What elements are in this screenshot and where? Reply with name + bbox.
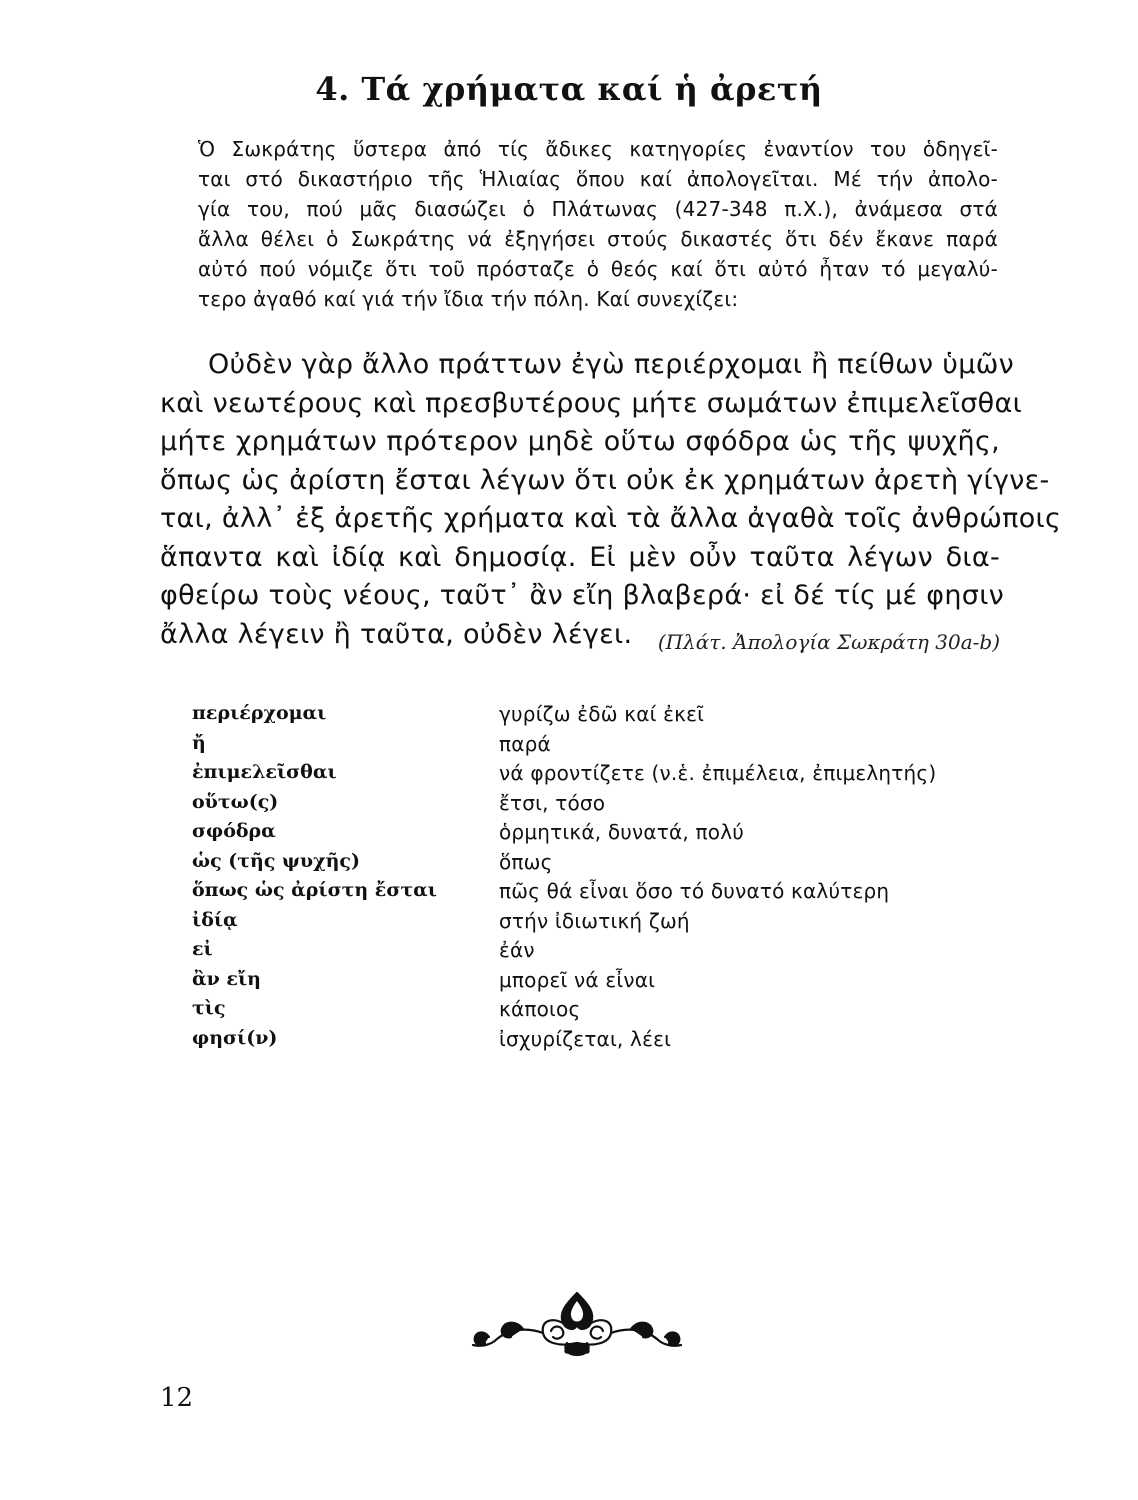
glossary-term: φησί(ν) [192, 1026, 278, 1049]
quote-line: καὶ νεωτέρους καὶ πρεσβυτέρους μήτε σωμάτων ἐπιμελεῖσθαι [160, 387, 1022, 419]
page-number: 12 [160, 1383, 194, 1413]
intro-line: τερο ἀγαθό καί γιά τήν ἴδια τήν πόλη. Καί συνεχίζει: [198, 287, 739, 311]
glossary-term: ὡς (τῆς ψυχῆς) [192, 849, 360, 872]
glossary-term: σφόδρα [192, 820, 276, 842]
quote-line: μήτε χρημάτων πρότερον μηδὲ οὕτω σφόδρα ὡς τῆς ψυχῆς, [160, 426, 1000, 457]
glossary-row [192, 879, 1012, 909]
intro-line: ἄλλα θέλει ὁ Σωκράτης νά ἐξηγήσει στούς δικαστές ὅτι δέν ἔκανε παρά [198, 227, 998, 251]
glossary-definition: κάποιος [499, 997, 581, 1021]
glossary-term: ἂν εἴη [192, 967, 261, 990]
intro-line: γία του, πού μᾶς διασώζει ὁ Πλάτωνας (427-348 π.Χ.), ἀνάμεσα στά [198, 197, 998, 221]
intro-line: ται στό δικαστήριο τῆς Ἡλιαίας ὅπου καί ἀπολογεῖται. Μέ τήν ἀπολο- [198, 167, 998, 191]
quote-source: (Πλάτ. Ἀπολογία Σωκράτη 30a-b) [657, 630, 1000, 654]
glossary-definition: μπορεῖ νά εἶναι [499, 967, 656, 992]
glossary-row [192, 909, 1012, 939]
glossary-term: ὅπως ὡς ἀρίστη ἔσται [192, 879, 437, 901]
quote-line: ἅπαντα καὶ ἰδίᾳ καὶ δημοσίᾳ. Εἰ μὲν οὖν ταῦτα λέγων δια- [160, 541, 1000, 573]
floral-ornament-icon [467, 1287, 687, 1359]
quote-line: ται, ἀλλ᾽ ἐξ ἀρετῆς χρήματα καὶ τὰ ἄλλα ἀγαθὰ τοῖς ἀνθρώποις [160, 503, 1062, 534]
glossary-term: περιέρχομαι [192, 702, 327, 724]
glossary-row [192, 702, 1012, 732]
glossary-term: ἐπιμελεῖσθαι [192, 761, 337, 783]
glossary-row [192, 732, 1012, 762]
glossary-row [192, 968, 1012, 998]
glossary-definition: ὁρμητικά, δυνατά, πολύ [499, 820, 745, 844]
intro-line: αὐτό πού νόμιζε ὅτι τοῦ πρόσταζε ὁ θεός καί ὅτι αὐτό ἦταν τό μεγαλύ- [198, 257, 998, 281]
glossary-term: ἰδίᾳ [192, 908, 238, 931]
quote-line: ὅπως ὡς ἀρίστη ἔσται λέγων ὅτι οὐκ ἐκ χρημάτων ἀρετὴ γίγνε- [160, 464, 1050, 496]
glossary-row [192, 938, 1012, 968]
chapter-title: 4. Τά χρήματα καί ἡ ἀρετή [315, 70, 823, 108]
glossary-term: οὕτω(ς) [192, 790, 279, 813]
glossary-row [192, 997, 1012, 1027]
quote-line: ἄλλα λέγειν ἢ ταῦτα, οὐδὲν λέγει. [160, 618, 633, 650]
glossary-definition: ἔτσι, τόσο [499, 790, 606, 815]
intro-paragraph [198, 134, 998, 314]
glossary-definition: πῶς θά εἶναι ὅσο τό δυνατό καλύτερη [499, 879, 890, 903]
glossary-definition: ἐάν [499, 938, 535, 962]
quote-line: φθείρω τοὺς νέους, ταῦτ᾽ ἂν εἴη βλαβερά· εἰ δέ τίς μέ φησιν [160, 580, 1005, 611]
glossary-term: ἤ [192, 731, 206, 754]
glossary-definition: γυρίζω ἐδῶ καί ἐκεῖ [499, 702, 705, 726]
glossary-row [192, 850, 1012, 880]
glossary-definition: νά φροντίζετε (ν.ἑ. ἐπιμέλεια, ἐπιμελητής) [499, 761, 937, 785]
quote-line: Οὐδὲν γὰρ ἄλλο πράττων ἐγὼ περιέρχομαι ἢ πείθων ὑμῶν [208, 349, 1014, 380]
glossary-definition: ὅπως [499, 849, 553, 874]
glossary-term: εἰ [192, 938, 213, 960]
glossary [192, 702, 1012, 1056]
glossary-row [192, 761, 1012, 791]
glossary-row [192, 791, 1012, 821]
glossary-definition: ἰσχυρίζεται, λέει [499, 1026, 672, 1051]
glossary-term: τὶς [192, 997, 226, 1019]
glossary-row [192, 820, 1012, 850]
glossary-row [192, 1027, 1012, 1057]
ancient-greek-quote [160, 346, 1062, 654]
glossary-definition: παρά [499, 731, 551, 756]
glossary-definition: στήν ἰδιωτική ζωή [499, 908, 690, 933]
intro-line: Ὁ Σωκράτης ὕστερα ἀπό τίς ἄδικες κατηγορίες ἐναντίον του ὁδηγεῖ- [198, 137, 998, 161]
